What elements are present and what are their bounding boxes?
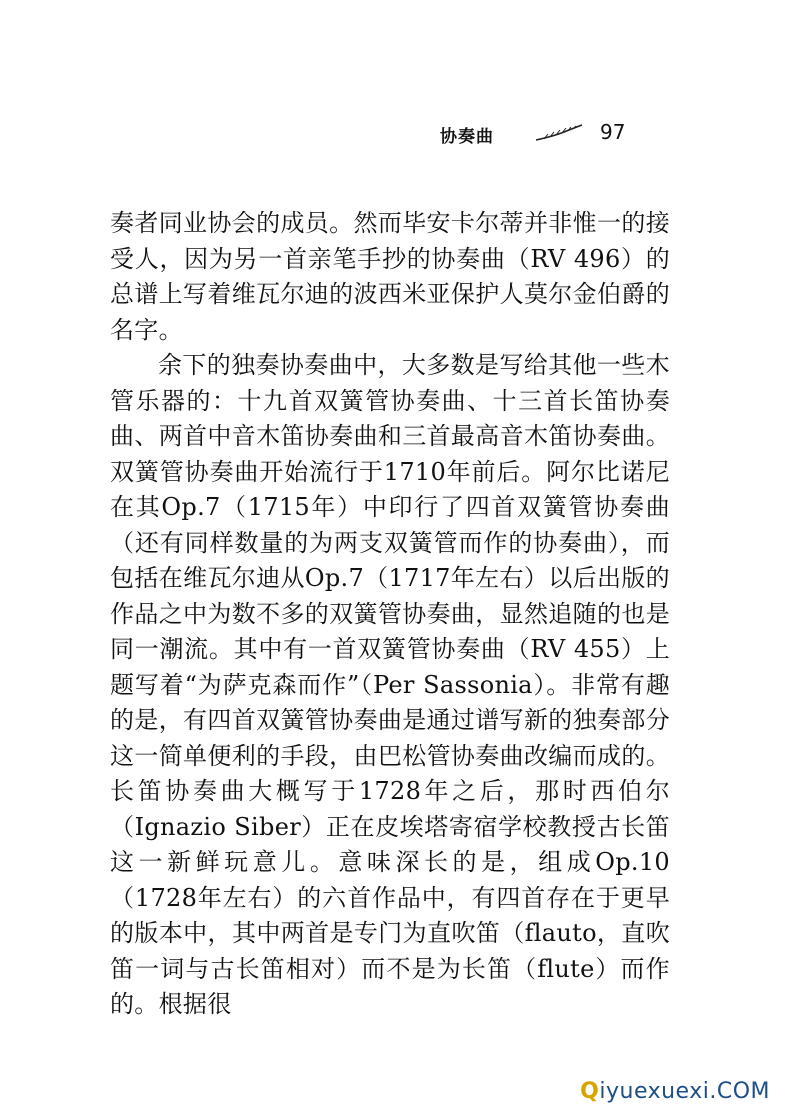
- page-number: 97: [600, 120, 626, 144]
- site-watermark: [580, 1079, 770, 1104]
- flourish-ornament-icon: [534, 122, 584, 144]
- watermark-text: iyuexuexi.COM: [599, 1079, 770, 1104]
- paragraph: 奏者同业协会的成员。然而毕安卡尔蒂并非惟一的接受人，因为另一首亲笔手抄的协奏曲（RV 496）的总谱上写着维瓦尔迪的波西米亚保护人莫尔金伯爵的名字。: [110, 209, 670, 344]
- watermark-initial: Q: [580, 1079, 600, 1104]
- running-head: 协奏曲: [440, 127, 494, 147]
- page-header: [440, 118, 660, 148]
- body-text: [110, 206, 670, 1023]
- paragraph: 余下的独奏协奏曲中，大多数是写给其他一些木管乐器的：十九首双簧管协奏曲、十三首长笛协奏曲、两首中音木笛协奏曲和三首最高音木笛协奏曲。双簧管协奏曲开始流行于1710年前后。阿尔比诺尼在其Op.7（1715年）中印行了四首双簧管协奏曲（还有同样数量的为两支双簧管而作的协奏曲），而包括在维瓦尔迪从Op.7（1717年左右）以后出版的作品之中为数不多的双簧管协奏曲，显然追随的也是同一潮流。其中有一首双簧管协奏曲（RV 455）上题写着“为萨克森而作”（Per Sassonia）。非常有趣的是，有四首双簧管协奏曲是通过谱写新的独奏部分这一简单便利的手段，由巴松管协奏曲改编而成的。长笛协奏曲大概写于1728年之后，那时西伯尔（Ignazio Siber）正在皮埃塔寄宿学校教授古长笛这一新鲜玩意儿。意味深长的是，组成Op.10（1728年左右）的六首作品中，有四首存在于更早的版本中，其中两首是专门为直吹笛（flauto，直吹笛一词与古长笛相对）而不是为长笛（flute）而作的。根据很: [110, 351, 670, 1018]
